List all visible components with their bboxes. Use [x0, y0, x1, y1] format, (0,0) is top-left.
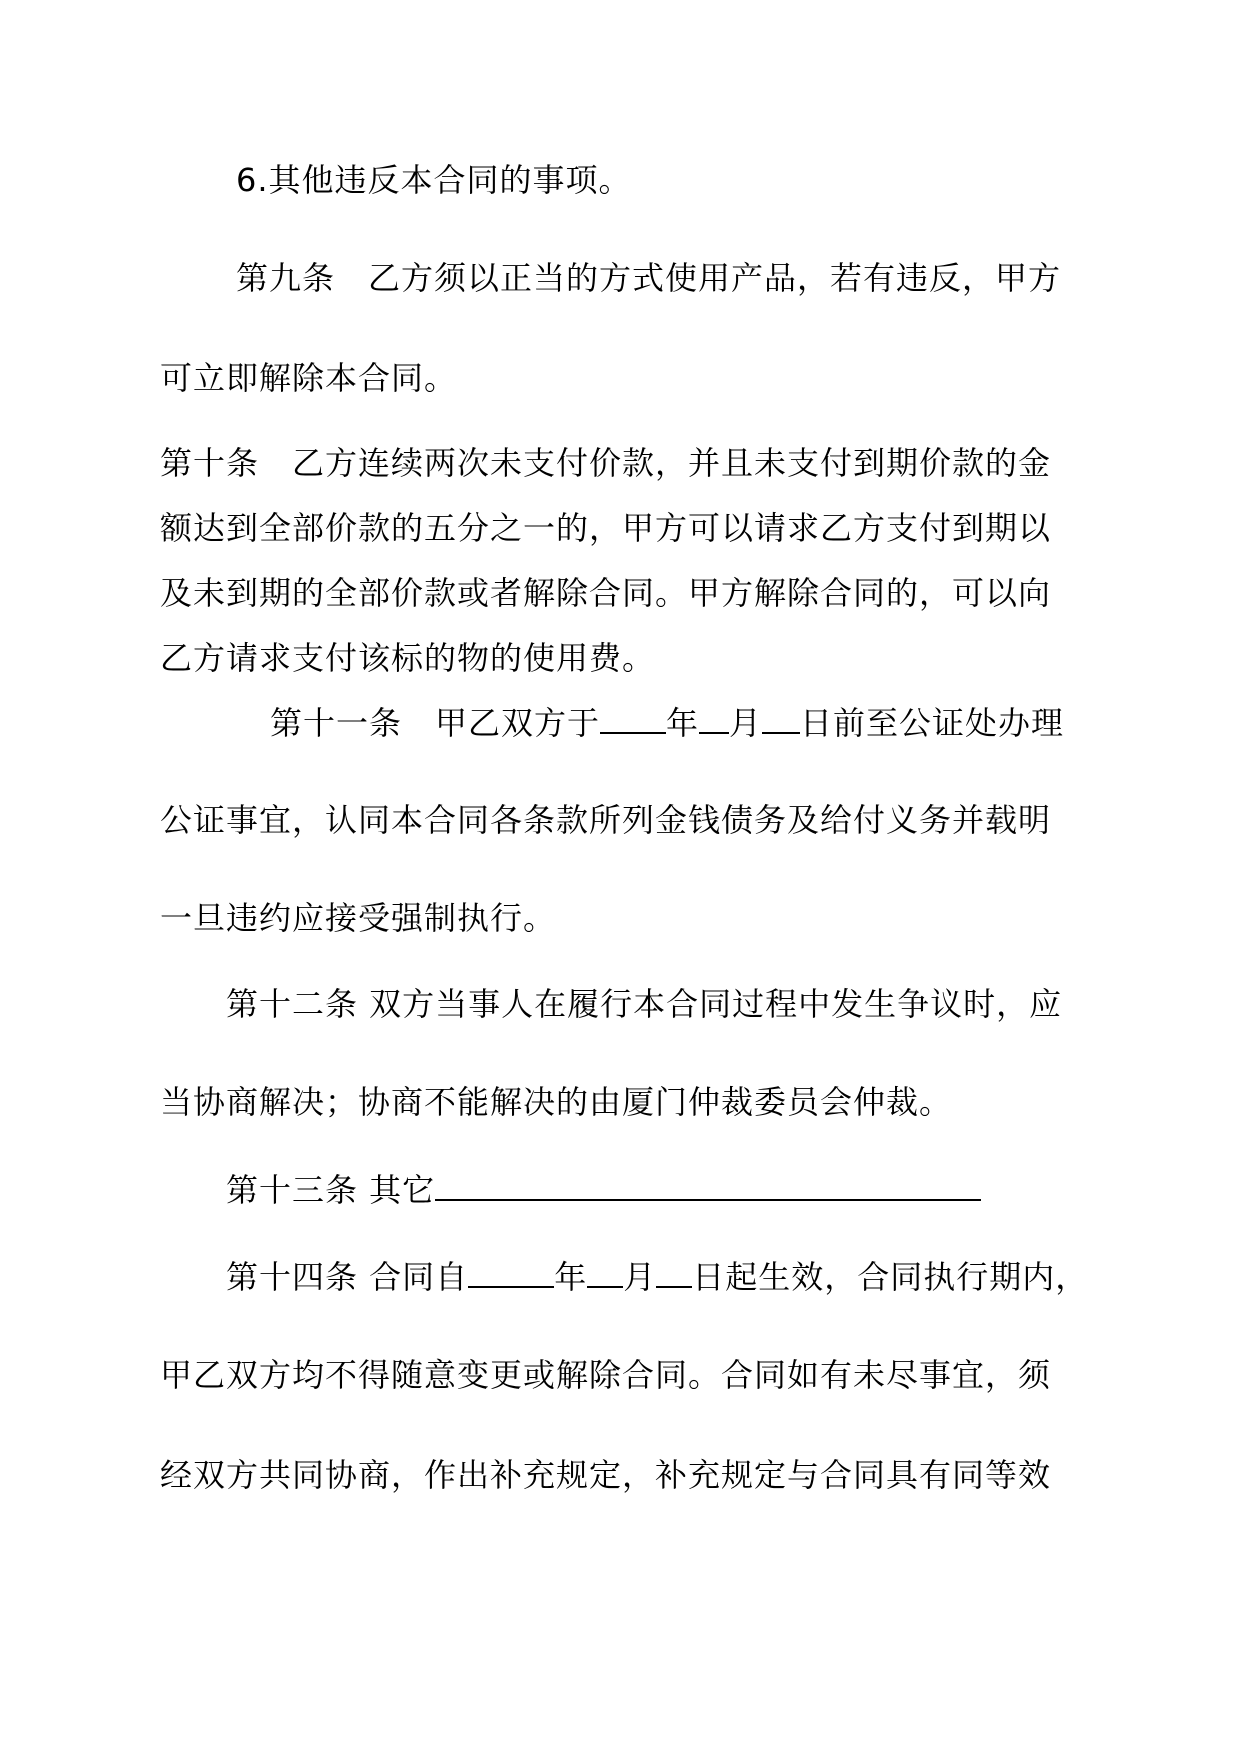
article-10-line-1: 第十条 乙方连续两次未支付价款，并且未支付到期价款的金 [160, 444, 1052, 482]
article-11-line-3: 一旦违约应接受强制执行。 [160, 899, 557, 937]
article-14-line-3: 经双方共同协商，作出补充规定，补充规定与合同具有同等效 [160, 1456, 1052, 1494]
article-10-line-2: 额达到全部价款的五分之一的，甲方可以请求乙方支付到期以 [160, 509, 1052, 547]
article-11-line-2: 公证事宜，认同本合同各条款所列金钱债务及给付义务并载明 [160, 801, 1052, 839]
article-14-year-label: 年 [554, 1258, 588, 1296]
article-11-prefix: 第十一条 甲乙双方于 [270, 704, 601, 742]
article-14-prefix: 第十四条 合同自 [226, 1258, 469, 1296]
article-10-line-4: 乙方请求支付该标的物的使用费。 [160, 639, 656, 677]
article-14-suffix: 日起生效，合同执行期内， [692, 1258, 1089, 1296]
article-10-line-3: 及未到期的全部价款或者解除合同。甲方解除合同的，可以向 [160, 574, 1052, 612]
article-12-line-1: 第十二条 双方当事人在履行本合同过程中发生争议时，应 [226, 985, 1063, 1023]
article-14-line-1 [226, 1257, 1088, 1297]
day-blank [656, 1258, 692, 1288]
month-blank [699, 704, 729, 734]
month-blank [587, 1258, 623, 1288]
article-9-line-2: 可立即解除本合同。 [160, 359, 458, 397]
article-9-line-1: 第九条 乙方须以正当的方式使用产品，若有违反，甲方 [236, 259, 1062, 297]
other-terms-blank [435, 1171, 981, 1201]
article-11-line-1 [270, 703, 1064, 743]
article-13-prefix: 第十三条 其它 [226, 1171, 436, 1209]
article-14-line-2: 甲乙双方均不得随意变更或解除合同。合同如有未尽事宜，须 [160, 1356, 1052, 1394]
year-blank [468, 1258, 554, 1288]
article-11-month-label: 月 [729, 704, 763, 742]
article-11-suffix: 日前至公证处办理 [800, 704, 1065, 742]
article-11-year-label: 年 [666, 704, 700, 742]
year-blank [600, 704, 666, 734]
article-12-line-2: 当协商解决；协商不能解决的由厦门仲裁委员会仲裁。 [160, 1083, 953, 1121]
item-6-text: 6.其他违反本合同的事项。 [236, 161, 632, 199]
day-blank [762, 704, 800, 734]
article-14-month-label: 月 [623, 1258, 657, 1296]
article-13-line [226, 1170, 981, 1210]
